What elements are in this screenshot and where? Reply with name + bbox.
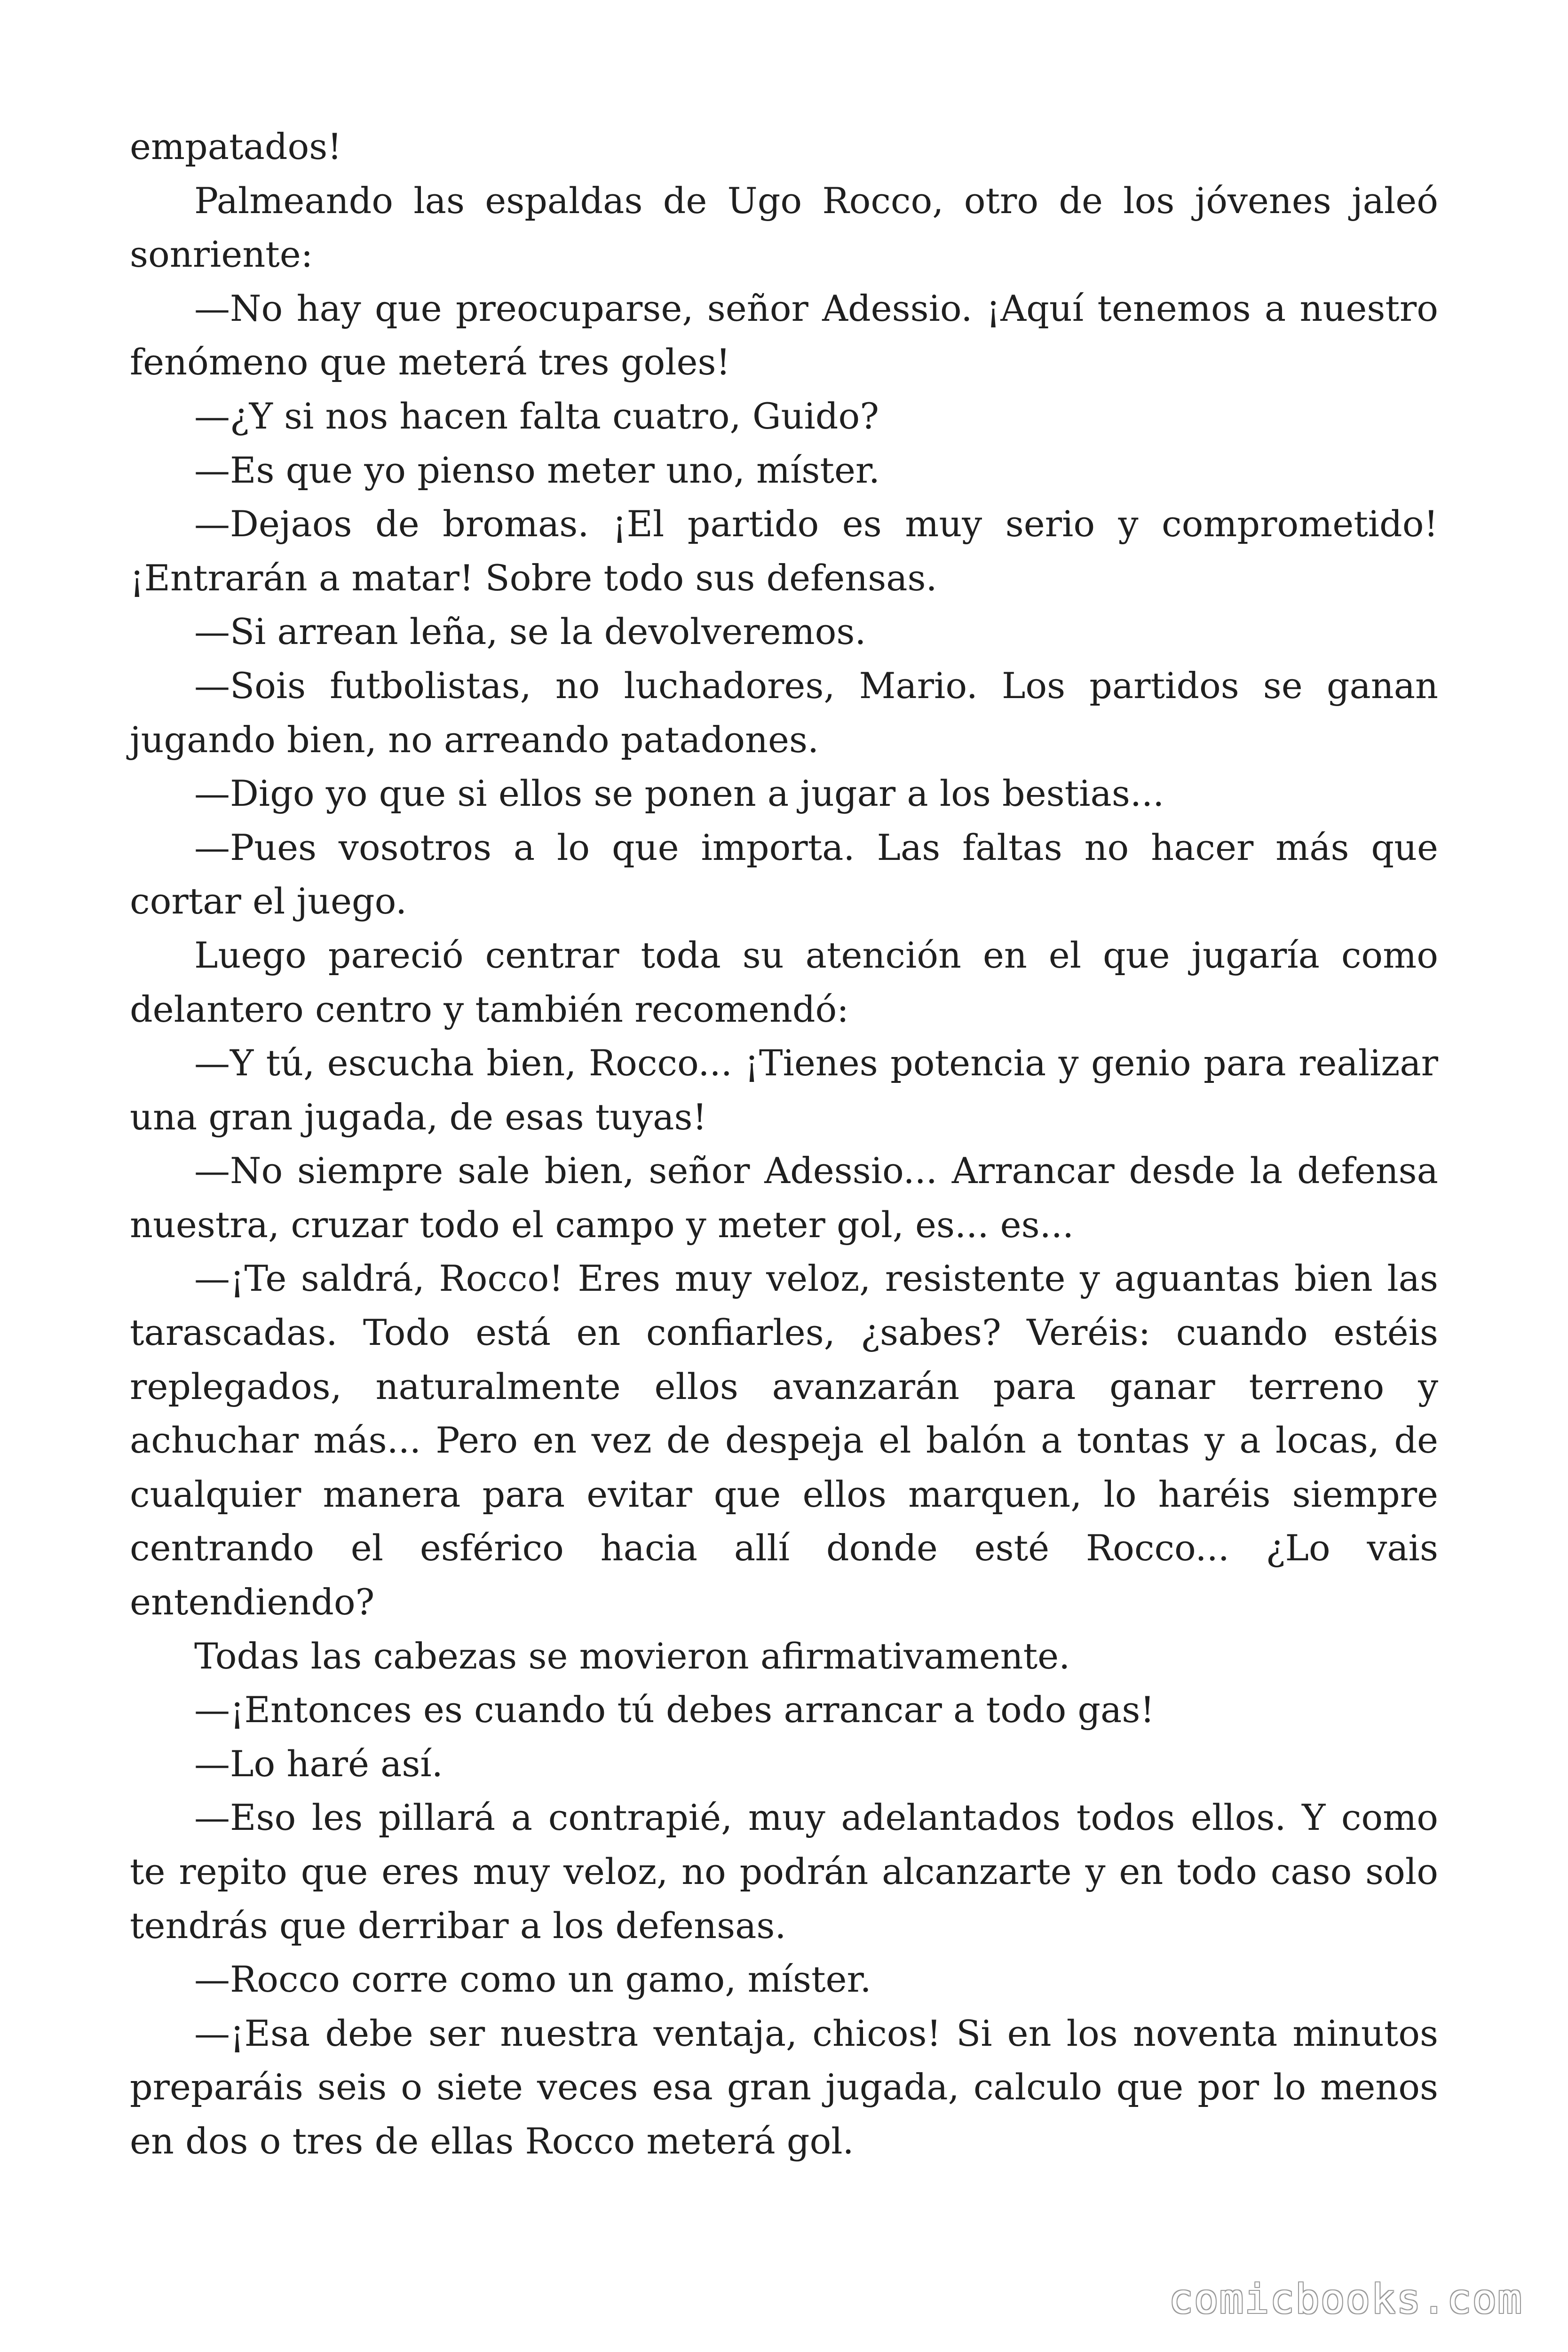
paragraph: —Rocco corre como un gamo, míster.	[194, 1958, 871, 2001]
watermark: comicbooks.com	[1169, 2276, 1523, 2323]
paragraph: —¡Entonces es cuando tú debes arrancar a todo gas!	[194, 1689, 1155, 1731]
book-page-text	[130, 120, 1438, 2169]
paragraph: Palmeando las espaldas de Ugo Rocco, otro de los jóvenes jaleó sonriente:	[130, 179, 1438, 276]
paragraph: —No hay que preocuparse, señor Adessio. ¡Aquí tenemos a nuestro fenómeno que meterá tres goles!	[130, 287, 1438, 383]
paragraph: —No siempre sale bien, señor Adessio... Arrancar desde la defensa nuestra, cruzar todo el campo y meter gol, es... es...	[130, 1150, 1438, 1246]
paragraph: Luego pareció centrar toda su atención en el que jugaría como delantero centro y también recomendó:	[130, 934, 1438, 1030]
paragraph: —Es que yo pienso meter uno, míster.	[194, 449, 880, 491]
paragraph: Todas las cabezas se movieron afirmativamente.	[194, 1635, 1070, 1677]
paragraph: —Lo haré así.	[194, 1742, 443, 1785]
paragraph: —Pues vosotros a lo que importa. Las faltas no hacer más que cortar el juego.	[130, 826, 1438, 922]
paragraph: —¡Te saldrá, Rocco! Eres muy veloz, resistente y aguantas bien las tarascadas. Todo está en confiarles, ¿sabes? Veréis: cuando estéis replegados, naturalmente ellos avanzarán para ganar terreno y achuchar más... Pero en vez de despeja el balón a tontas y a locas, de cualquier manera para evitar que ellos marquen, lo haréis siempre centrando el esférico hacia allí donde esté Rocco... ¿Lo vais entendiendo?	[130, 1257, 1438, 1623]
paragraph: empatados!	[130, 126, 342, 167]
paragraph: —¡Esa debe ser nuestra ventaja, chicos! Si en los noventa minutos preparáis seis o siete veces esa gran jugada, calculo que por lo menos en dos o tres de ellas Rocco meterá gol.	[130, 2012, 1438, 2162]
paragraph: —Y tú, escucha bien, Rocco... ¡Tienes potencia y genio para realizar una gran jugada, de esas tuyas!	[130, 1042, 1438, 1138]
paragraph: —Si arrean leña, se la devolveremos.	[194, 611, 866, 653]
paragraph: —Dejaos de bromas. ¡El partido es muy serio y comprometido! ¡Entrarán a matar! Sobre todo sus defensas.	[130, 503, 1438, 599]
paragraph: —Sois futbolistas, no luchadores, Mario. Los partidos se ganan jugando bien, no arreando patadones.	[130, 664, 1438, 761]
paragraph: —Digo yo que si ellos se ponen a jugar a los bestias...	[194, 772, 1164, 815]
paragraph: —Eso les pillará a contrapié, muy adelantados todos ellos. Y como te repito que eres muy veloz, no podrán alcanzarte y en todo caso solo tendrás que derribar a los defensas.	[130, 1796, 1438, 1947]
paragraph: —¿Y si nos hacen falta cuatro, Guido?	[194, 395, 879, 437]
